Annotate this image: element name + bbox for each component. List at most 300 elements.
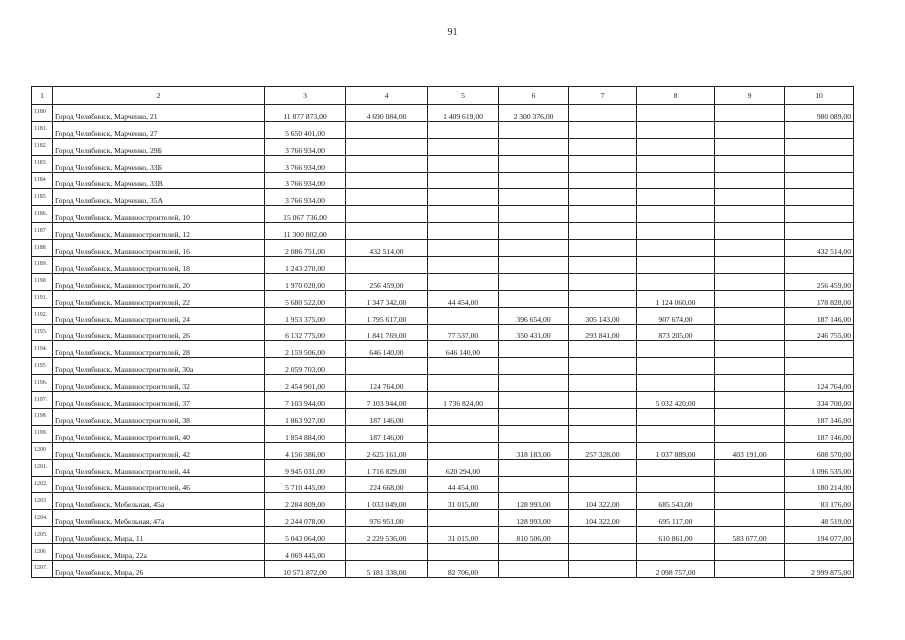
col-10-value: [785, 358, 854, 375]
col-8-value: [637, 240, 715, 257]
col-8-value: [637, 257, 715, 274]
col-7-value: 104 322,00: [569, 493, 637, 510]
col-10-value: 83 176,00: [785, 493, 854, 510]
address: Город Челябинск, Машиностроителей, 44: [53, 459, 265, 476]
col-4-value: [346, 155, 428, 172]
col-5-value: [428, 409, 499, 426]
total-cost: 5 650 401,00: [265, 121, 346, 138]
col-4-value: 1 716 829,00: [346, 459, 428, 476]
col-10-value: [785, 189, 854, 206]
col-7-value: 104 322,00: [569, 510, 637, 527]
col-10-value: [785, 257, 854, 274]
row-number: 1192.: [32, 307, 53, 324]
col-5-value: [428, 544, 499, 561]
col-7-value: [569, 172, 637, 189]
col-10-value: [785, 155, 854, 172]
address: Город Челябинск, Машиностроителей, 38: [53, 409, 265, 426]
col-8-value: [637, 544, 715, 561]
total-cost: 2 244 078,00: [265, 510, 346, 527]
col-5-value: [428, 121, 499, 138]
table-row: [32, 155, 854, 172]
row-number: 1183: [32, 155, 53, 172]
col-4-value: [346, 172, 428, 189]
row-number: 1197.: [32, 392, 53, 409]
col-10-value: 124 764,00: [785, 375, 854, 392]
col-9-value: [715, 375, 785, 392]
col-6-value: 128 993,00: [499, 493, 569, 510]
col-8-value: [637, 425, 715, 442]
table-row: [32, 341, 854, 358]
col-8-value: 2 098 757,00: [637, 561, 715, 578]
row-number: 1205.: [32, 527, 53, 544]
row-number: 1207.: [32, 561, 53, 578]
col-6-value: [499, 561, 569, 578]
total-cost: 1 863 927,00: [265, 409, 346, 426]
col-6-value: [499, 409, 569, 426]
col-9-value: [715, 544, 785, 561]
column-header: 2: [53, 87, 265, 105]
col-10-value: 180 214,00: [785, 476, 854, 493]
col-9-value: 583 077,00: [715, 527, 785, 544]
col-7-value: [569, 257, 637, 274]
col-8-value: [637, 273, 715, 290]
col-4-value: [346, 257, 428, 274]
total-cost: 5 710 445,00: [265, 476, 346, 493]
col-9-value: [715, 476, 785, 493]
row-number: 1182: [32, 138, 53, 155]
table-row: [32, 476, 854, 493]
col-5-value: 77 537,00: [428, 324, 499, 341]
address: Город Челябинск, Мира, 26: [53, 561, 265, 578]
col-10-value: 194 077,00: [785, 527, 854, 544]
col-9-value: [715, 121, 785, 138]
col-10-value: 608 570,00: [785, 442, 854, 459]
col-8-value: [637, 189, 715, 206]
address: Город Челябинск, Марченко, 29Б: [53, 138, 265, 155]
col-6-value: 128 993,00: [499, 510, 569, 527]
col-6-value: [499, 476, 569, 493]
col-5-value: [428, 223, 499, 240]
address: Город Челябинск, Мира, 22а: [53, 544, 265, 561]
col-4-value: 187 146,00: [346, 425, 428, 442]
col-6-value: 2 300 376,00: [499, 105, 569, 122]
row-number: 1202.: [32, 476, 53, 493]
col-4-value: 1 033 049,00: [346, 493, 428, 510]
col-10-value: 187 146,00: [785, 307, 854, 324]
col-9-value: [715, 189, 785, 206]
col-10-value: [785, 223, 854, 240]
table-row: [32, 172, 854, 189]
col-7-value: [569, 341, 637, 358]
address: Город Челябинск, Машиностроителей, 10: [53, 206, 265, 223]
col-4-value: [346, 189, 428, 206]
col-4-value: [346, 544, 428, 561]
col-4-value: 224 668,00: [346, 476, 428, 493]
col-8-value: [637, 155, 715, 172]
col-8-value: [637, 223, 715, 240]
col-5-value: [428, 155, 499, 172]
column-header: 5: [428, 87, 499, 105]
col-5-value: 620 294,00: [428, 459, 499, 476]
col-9-value: [715, 324, 785, 341]
total-cost: 1 243 270,00: [265, 257, 346, 274]
col-9-value: 403 191,00: [715, 442, 785, 459]
col-5-value: 31 015,00: [428, 493, 499, 510]
col-9-value: [715, 138, 785, 155]
col-9-value: [715, 510, 785, 527]
col-8-value: [637, 409, 715, 426]
col-10-value: [785, 172, 854, 189]
table-row: [32, 307, 854, 324]
col-4-value: 2 625 161,00: [346, 442, 428, 459]
col-10-value: 246 755,00: [785, 324, 854, 341]
col-8-value: [637, 138, 715, 155]
col-5-value: 44 454,00: [428, 476, 499, 493]
total-cost: 5 043 064,00: [265, 527, 346, 544]
col-7-value: [569, 290, 637, 307]
row-number: 1193.: [32, 324, 53, 341]
col-4-value: [346, 223, 428, 240]
table-row: [32, 324, 854, 341]
address: Город Челябинск, Марченко, 27: [53, 121, 265, 138]
total-cost: 10 571 872,00: [265, 561, 346, 578]
col-7-value: [569, 240, 637, 257]
total-cost: 15 067 736,00: [265, 206, 346, 223]
col-10-value: [785, 544, 854, 561]
col-8-value: [637, 375, 715, 392]
col-9-value: [715, 172, 785, 189]
column-header: 3: [265, 87, 346, 105]
col-8-value: 1 037 889,00: [637, 442, 715, 459]
col-5-value: 44 454,00: [428, 290, 499, 307]
col-7-value: [569, 105, 637, 122]
col-5-value: [428, 358, 499, 375]
col-10-value: [785, 121, 854, 138]
total-cost: 1 953 375,00: [265, 307, 346, 324]
table-header-row: [32, 87, 854, 105]
col-9-value: [715, 223, 785, 240]
table-row: [32, 223, 854, 240]
col-4-value: [346, 138, 428, 155]
address: Город Челябинск, Машиностроителей, 42: [53, 442, 265, 459]
col-9-value: [715, 257, 785, 274]
col-10-value: 334 700,00: [785, 392, 854, 409]
col-7-value: 305 143,00: [569, 307, 637, 324]
col-5-value: [428, 375, 499, 392]
row-number: 1190: [32, 273, 53, 290]
column-header: 7: [569, 87, 637, 105]
col-4-value: [346, 358, 428, 375]
address: Город Челябинск, Машиностроителей, 12: [53, 223, 265, 240]
page-number: 91: [447, 27, 458, 38]
row-number: 1200: [32, 442, 53, 459]
col-7-value: [569, 121, 637, 138]
table-row: [32, 392, 854, 409]
col-10-value: [785, 138, 854, 155]
col-7-value: [569, 223, 637, 240]
row-number: 1187: [32, 223, 53, 240]
col-8-value: 695 117,00: [637, 510, 715, 527]
col-4-value: 124 764,00: [346, 375, 428, 392]
address: Город Челябинск, Марченко, 21: [53, 105, 265, 122]
table-row: [32, 425, 854, 442]
table-row: [32, 240, 854, 257]
col-8-value: 610 861,00: [637, 527, 715, 544]
total-cost: 2 086 751,00: [265, 240, 346, 257]
col-6-value: 810 506,00: [499, 527, 569, 544]
col-4-value: [346, 121, 428, 138]
col-9-value: [715, 290, 785, 307]
address: Город Челябинск, Мебельная, 47а: [53, 510, 265, 527]
col-9-value: [715, 341, 785, 358]
col-10-value: 187 146,00: [785, 425, 854, 442]
address: Город Челябинск, Машиностроителей, 37: [53, 392, 265, 409]
row-number: 1184: [32, 172, 53, 189]
table-row: [32, 493, 854, 510]
address: Город Челябинск, Машиностроителей, 16: [53, 240, 265, 257]
col-5-value: 31 015,00: [428, 527, 499, 544]
col-8-value: 685 543,00: [637, 493, 715, 510]
column-header: 4: [346, 87, 428, 105]
address: Город Челябинск, Машиностроителей, 26: [53, 324, 265, 341]
col-4-value: [346, 206, 428, 223]
col-5-value: [428, 257, 499, 274]
table-row: [32, 561, 854, 578]
col-10-value: 178 828,00: [785, 290, 854, 307]
table-row: [32, 138, 854, 155]
row-number: 1196.: [32, 375, 53, 392]
col-10-value: 256 459,00: [785, 273, 854, 290]
total-cost: 3 766 934,00: [265, 172, 346, 189]
table-row: [32, 105, 854, 122]
table-row: [32, 375, 854, 392]
col-9-value: [715, 561, 785, 578]
total-cost: 2 159 506,00: [265, 341, 346, 358]
total-cost: 2 059 703,00: [265, 358, 346, 375]
table-row: [32, 206, 854, 223]
col-9-value: [715, 273, 785, 290]
table-row: [32, 358, 854, 375]
column-header: 9: [715, 87, 785, 105]
col-8-value: [637, 459, 715, 476]
col-6-value: [499, 257, 569, 274]
col-4-value: 7 103 944,00: [346, 392, 428, 409]
col-5-value: [428, 240, 499, 257]
col-5-value: [428, 442, 499, 459]
col-10-value: 432 514,00: [785, 240, 854, 257]
col-9-value: [715, 493, 785, 510]
address: Город Челябинск, Марченко, 35А: [53, 189, 265, 206]
col-6-value: [499, 392, 569, 409]
col-10-value: 980 089,00: [785, 105, 854, 122]
col-7-value: [569, 155, 637, 172]
total-cost: 3 766 934,00: [265, 138, 346, 155]
row-number: 1204.: [32, 510, 53, 527]
col-6-value: [499, 121, 569, 138]
row-number: 1199.: [32, 425, 53, 442]
total-cost: 7 103 944,00: [265, 392, 346, 409]
col-9-value: [715, 240, 785, 257]
col-7-value: 257 328,00: [569, 442, 637, 459]
col-6-value: [499, 290, 569, 307]
row-number: 1191.: [32, 290, 53, 307]
total-cost: 6 132 775,00: [265, 324, 346, 341]
col-10-value: 1 096 535,00: [785, 459, 854, 476]
col-8-value: [637, 341, 715, 358]
col-4-value: 2 229 536,00: [346, 527, 428, 544]
address: Город Челябинск, Марченко, 33В: [53, 172, 265, 189]
col-5-value: [428, 425, 499, 442]
col-7-value: [569, 459, 637, 476]
total-cost: 1 854 884,00: [265, 425, 346, 442]
col-5-value: [428, 189, 499, 206]
address: Город Челябинск, Машиностроителей, 46: [53, 476, 265, 493]
col-4-value: 1 841 769,00: [346, 324, 428, 341]
col-7-value: [569, 189, 637, 206]
row-number: 1188: [32, 240, 53, 257]
col-7-value: [569, 527, 637, 544]
table-row: [32, 459, 854, 476]
col-7-value: [569, 561, 637, 578]
col-8-value: [637, 358, 715, 375]
col-8-value: [637, 206, 715, 223]
col-6-value: [499, 375, 569, 392]
col-5-value: 82 706,00: [428, 561, 499, 578]
col-8-value: 907 674,00: [637, 307, 715, 324]
row-number: 1195: [32, 358, 53, 375]
col-6-value: [499, 341, 569, 358]
col-9-value: [715, 409, 785, 426]
table-row: [32, 527, 854, 544]
col-7-value: [569, 375, 637, 392]
table-row: [32, 510, 854, 527]
total-cost: 2 454 901,00: [265, 375, 346, 392]
col-5-value: [428, 172, 499, 189]
address: Город Челябинск, Машиностроителей, 28: [53, 341, 265, 358]
col-7-value: [569, 544, 637, 561]
address: Город Челябинск, Машиностроителей, 22: [53, 290, 265, 307]
col-9-value: [715, 105, 785, 122]
address: Город Челябинск, Машиностроителей, 18: [53, 257, 265, 274]
col-4-value: 976 951,00: [346, 510, 428, 527]
col-10-value: 187 146,00: [785, 409, 854, 426]
col-5-value: 1 736 824,00: [428, 392, 499, 409]
col-6-value: [499, 544, 569, 561]
col-7-value: [569, 206, 637, 223]
col-10-value: 2 999 875,00: [785, 561, 854, 578]
col-9-value: [715, 358, 785, 375]
col-9-value: [715, 155, 785, 172]
total-cost: 3 766 934,00: [265, 155, 346, 172]
col-10-value: [785, 341, 854, 358]
column-header: 6: [499, 87, 569, 105]
total-cost: 2 284 809,00: [265, 493, 346, 510]
row-number: 1189.: [32, 257, 53, 274]
col-8-value: 5 032 420,00: [637, 392, 715, 409]
col-7-value: [569, 409, 637, 426]
col-8-value: 1 124 060,00: [637, 290, 715, 307]
col-9-value: [715, 459, 785, 476]
table-row: [32, 257, 854, 274]
row-number: 1186.: [32, 206, 53, 223]
table-row: [32, 121, 854, 138]
table-row: [32, 189, 854, 206]
col-5-value: [428, 206, 499, 223]
row-number: 1206: [32, 544, 53, 561]
col-4-value: 1 795 617,00: [346, 307, 428, 324]
col-6-value: [499, 223, 569, 240]
col-6-value: 350 431,00: [499, 324, 569, 341]
total-cost: 4 156 386,00: [265, 442, 346, 459]
row-number: 1180: [32, 105, 53, 122]
row-number: 1201.: [32, 459, 53, 476]
col-5-value: [428, 138, 499, 155]
address: Город Челябинск, Мебельная, 45а: [53, 493, 265, 510]
address: Город Челябинск, Машиностроителей, 30а: [53, 358, 265, 375]
total-cost: 3 766 934,00: [265, 189, 346, 206]
col-6-value: [499, 459, 569, 476]
col-7-value: 293 841,00: [569, 324, 637, 341]
col-6-value: 318 183,00: [499, 442, 569, 459]
total-cost: 4 069 445,00: [265, 544, 346, 561]
col-6-value: [499, 425, 569, 442]
col-4-value: 432 514,00: [346, 240, 428, 257]
col-6-value: 396 654,00: [499, 307, 569, 324]
table-row: [32, 442, 854, 459]
row-number: 1181.: [32, 121, 53, 138]
address: Город Челябинск, Машиностроителей, 24: [53, 307, 265, 324]
col-7-value: [569, 273, 637, 290]
col-5-value: [428, 273, 499, 290]
col-8-value: 873 205,00: [637, 324, 715, 341]
col-6-value: [499, 189, 569, 206]
col-8-value: [637, 476, 715, 493]
col-6-value: [499, 155, 569, 172]
address: Город Челябинск, Марченко, 33Б: [53, 155, 265, 172]
table-row: [32, 409, 854, 426]
column-header: 1: [32, 87, 53, 105]
table-row: [32, 544, 854, 561]
col-7-value: [569, 392, 637, 409]
col-8-value: [637, 121, 715, 138]
col-10-value: [785, 206, 854, 223]
col-6-value: [499, 206, 569, 223]
address: Город Челябинск, Машиностроителей, 20: [53, 273, 265, 290]
column-header: 10: [785, 87, 854, 105]
total-cost: 1 970 020,00: [265, 273, 346, 290]
col-8-value: [637, 172, 715, 189]
col-4-value: 256 459,00: [346, 273, 428, 290]
col-5-value: [428, 510, 499, 527]
col-7-value: [569, 138, 637, 155]
total-cost: 11 877 873,00: [265, 105, 346, 122]
address: Город Челябинск, Машиностроителей, 40: [53, 425, 265, 442]
col-5-value: 646 140,00: [428, 341, 499, 358]
col-6-value: [499, 273, 569, 290]
col-10-value: 48 519,00: [785, 510, 854, 527]
col-7-value: [569, 425, 637, 442]
col-9-value: [715, 206, 785, 223]
col-9-value: [715, 392, 785, 409]
row-number: 1198: [32, 409, 53, 426]
address: Город Челябинск, Машиностроителей, 32: [53, 375, 265, 392]
col-4-value: 646 140,00: [346, 341, 428, 358]
col-7-value: [569, 358, 637, 375]
col-4-value: 1 347 342,00: [346, 290, 428, 307]
col-4-value: 5 181 338,00: [346, 561, 428, 578]
col-8-value: [637, 105, 715, 122]
col-6-value: [499, 240, 569, 257]
